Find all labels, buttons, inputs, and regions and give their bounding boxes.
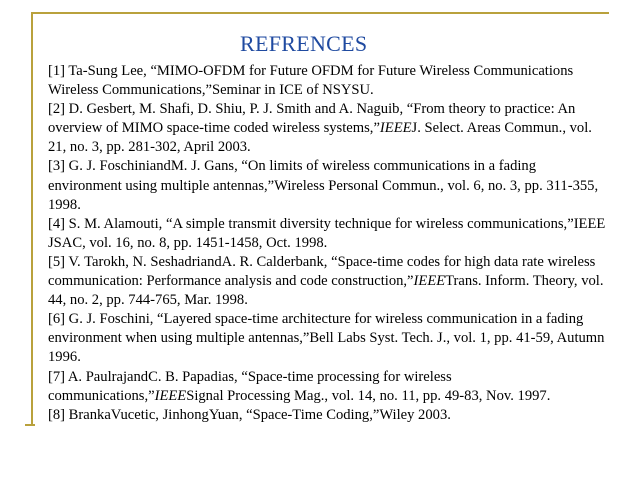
reference-text: [7] A. PaulrajandC. B. Papadias, “Space-time processing for wireless communications,”	[48, 368, 452, 404]
slide-frame-corner-tick	[25, 424, 35, 426]
reference-item	[48, 406, 608, 425]
reference-text: [4] S. M. Alamouti, “A simple transmit diversity technique for wireless communications,”IEEE JSAC, vol. 16, no. 8, pp. 1451-1458, Oct. 1998.	[48, 215, 606, 251]
reference-text: J. Select. Areas Commun., vol. 21, no. 3, pp. 281-302, April 2003.	[48, 120, 592, 156]
reference-item	[48, 253, 608, 310]
reference-text: [5] V. Tarokh, N. SeshadriandA. R. Calderbank, “Space-time codes for high data rate wireless communication: Performance analysis and code construction,”	[48, 253, 596, 290]
reference-item	[48, 215, 608, 253]
reference-list	[48, 62, 608, 425]
reference-item	[48, 100, 608, 157]
slide-frame-top-rule	[31, 12, 609, 14]
reference-item	[48, 310, 608, 367]
reference-text: [2] D. Gesbert, M. Shafi, D. Shiu, P. J. Smith and A. Naguib, “From theory to practice: An overview of MIMO space-time coded wireless systems,”	[48, 101, 576, 137]
reference-item	[48, 62, 608, 100]
reference-item	[48, 368, 608, 406]
reference-text: [3] G. J. FoschiniandM. J. Gans, “On limits of wireless communications in a fading environment using multiple antennas,”Wireless Personal Commun., vol. 6, no. 3, pp. 311-355, 1998.	[48, 158, 599, 213]
reference-item	[48, 157, 608, 214]
reference-text: Signal Processing Mag., vol. 14, no. 11, pp. 49-83, Nov. 1997.	[186, 387, 551, 404]
reference-italic-text: IEEE	[154, 387, 187, 404]
reference-italic-text: IEEE	[413, 273, 446, 290]
slide-title: REFRENCES	[240, 31, 368, 56]
slide-frame-left-rule	[31, 12, 33, 426]
reference-text: [1] Ta-Sung Lee, “MIMO-OFDM for Future OFDM for Future Wireless Communications Wireless Communications,”Seminar in ICE of NSYSU.	[48, 63, 574, 99]
reference-text: [6] G. J. Foschini, “Layered space-time architecture for wireless communication in a fading environment when using multiple antennas,”Bell Labs Syst. Tech. J., vol. 1, pp. 41-59, Autumn 1996.	[48, 311, 605, 366]
reference-text: Trans. Inform. Theory, vol. 44, no. 2, pp. 744-765, Mar. 1998.	[48, 273, 604, 309]
reference-italic-text: IEEE	[379, 120, 412, 137]
reference-text: [8] BrankaVucetic, JinhongYuan, “Space-Time Coding,”Wiley 2003.	[48, 406, 451, 423]
